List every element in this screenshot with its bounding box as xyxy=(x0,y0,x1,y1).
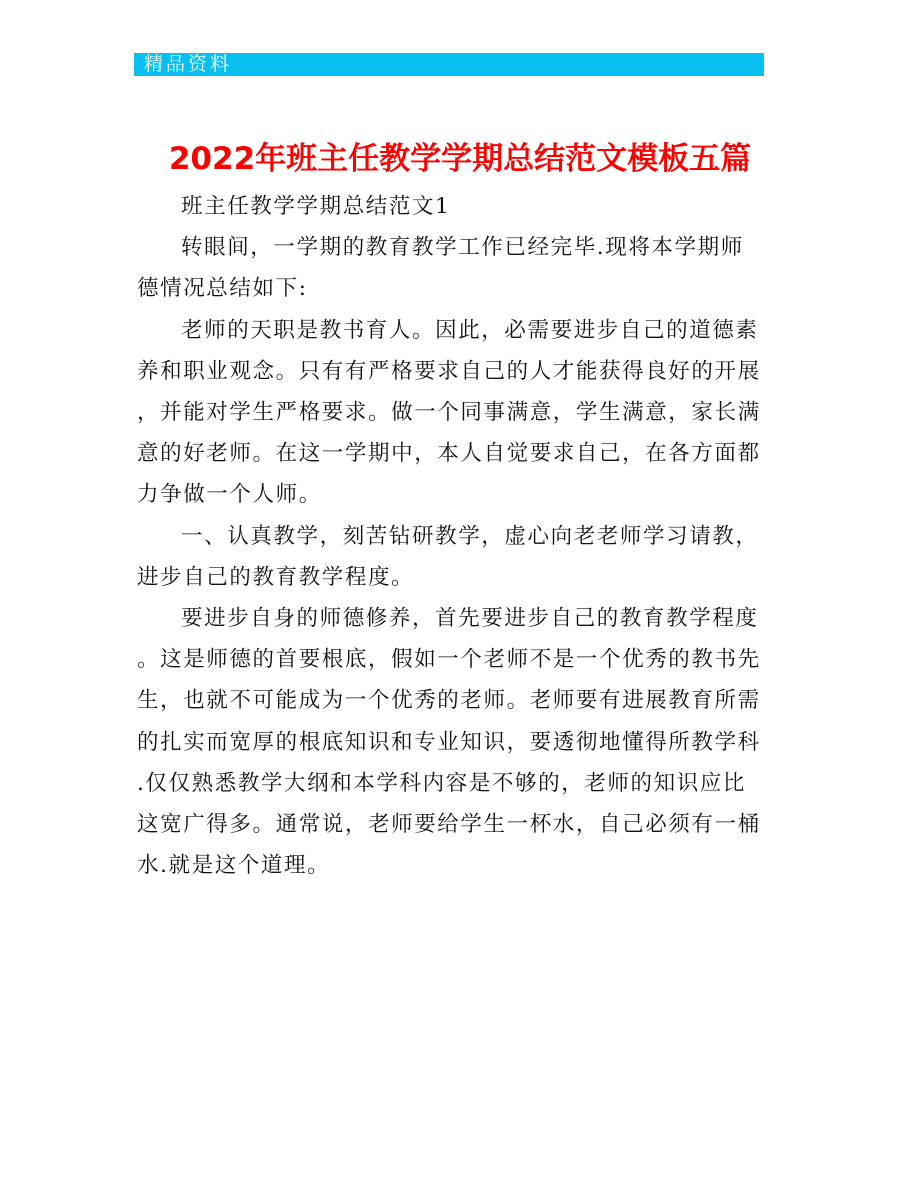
text-line: 转眼间，一学期的教育教学工作已经完毕.现将本学期师 xyxy=(181,235,744,261)
text-line: 意的好老师。在这一学期中，本人自觉要求自己，在各方面都 xyxy=(137,441,761,467)
paragraph-duty xyxy=(137,310,787,516)
document-body xyxy=(137,186,787,886)
text-line: 进步自己的教育教学程度。 xyxy=(137,564,415,590)
text-line: 一、认真教学，刻苦钻研教学，虚心向老老师学习请教， xyxy=(181,523,759,549)
text-line: 这宽广得多。通常说，老师要给学生一杯水，自己必须有一桶 xyxy=(137,812,761,838)
text-line: ，并能对学生严格要求。做一个同事满意，学生满意，家长满 xyxy=(137,400,761,426)
text-line: 老师的天职是教书育人。因此，必需要进步自己的道德素 xyxy=(181,317,759,343)
text-line: 养和职业观念。只有有严格要求自己的人才能获得良好的开展 xyxy=(137,358,761,384)
text-line: .仅仅熟悉教学大纲和本学科内容是不够的，老师的知识应比 xyxy=(137,770,747,796)
text-line: 的扎实而宽厚的根底知识和专业知识，要透彻地懂得所教学科 xyxy=(137,729,761,755)
text-line: 要进步自身的师德修养，首先要进步自己的教育教学程度 xyxy=(181,606,759,632)
text-line: 水.就是这个道理。 xyxy=(137,853,331,879)
header-banner xyxy=(134,53,764,76)
paragraph-intro xyxy=(137,227,787,309)
paragraph-section-one xyxy=(137,516,787,598)
text-line: 班主任教学学期总结范文1 xyxy=(181,194,451,219)
paragraph-self-improvement xyxy=(137,598,787,886)
document-title: 2022年班主任教学学期总结范文模板五篇 xyxy=(168,140,752,177)
text-line: 生，也就不可能成为一个优秀的老师。老师要有进展教育所需 xyxy=(137,688,761,714)
banner-label: 精品资料 xyxy=(144,53,233,75)
section-heading xyxy=(137,186,787,227)
text-line: 。这是师德的首要根底，假如一个老师不是一个优秀的教书先 xyxy=(137,647,761,673)
text-line: 德情况总结如下: xyxy=(137,276,308,302)
text-line: 力争做一个人师。 xyxy=(137,482,322,508)
